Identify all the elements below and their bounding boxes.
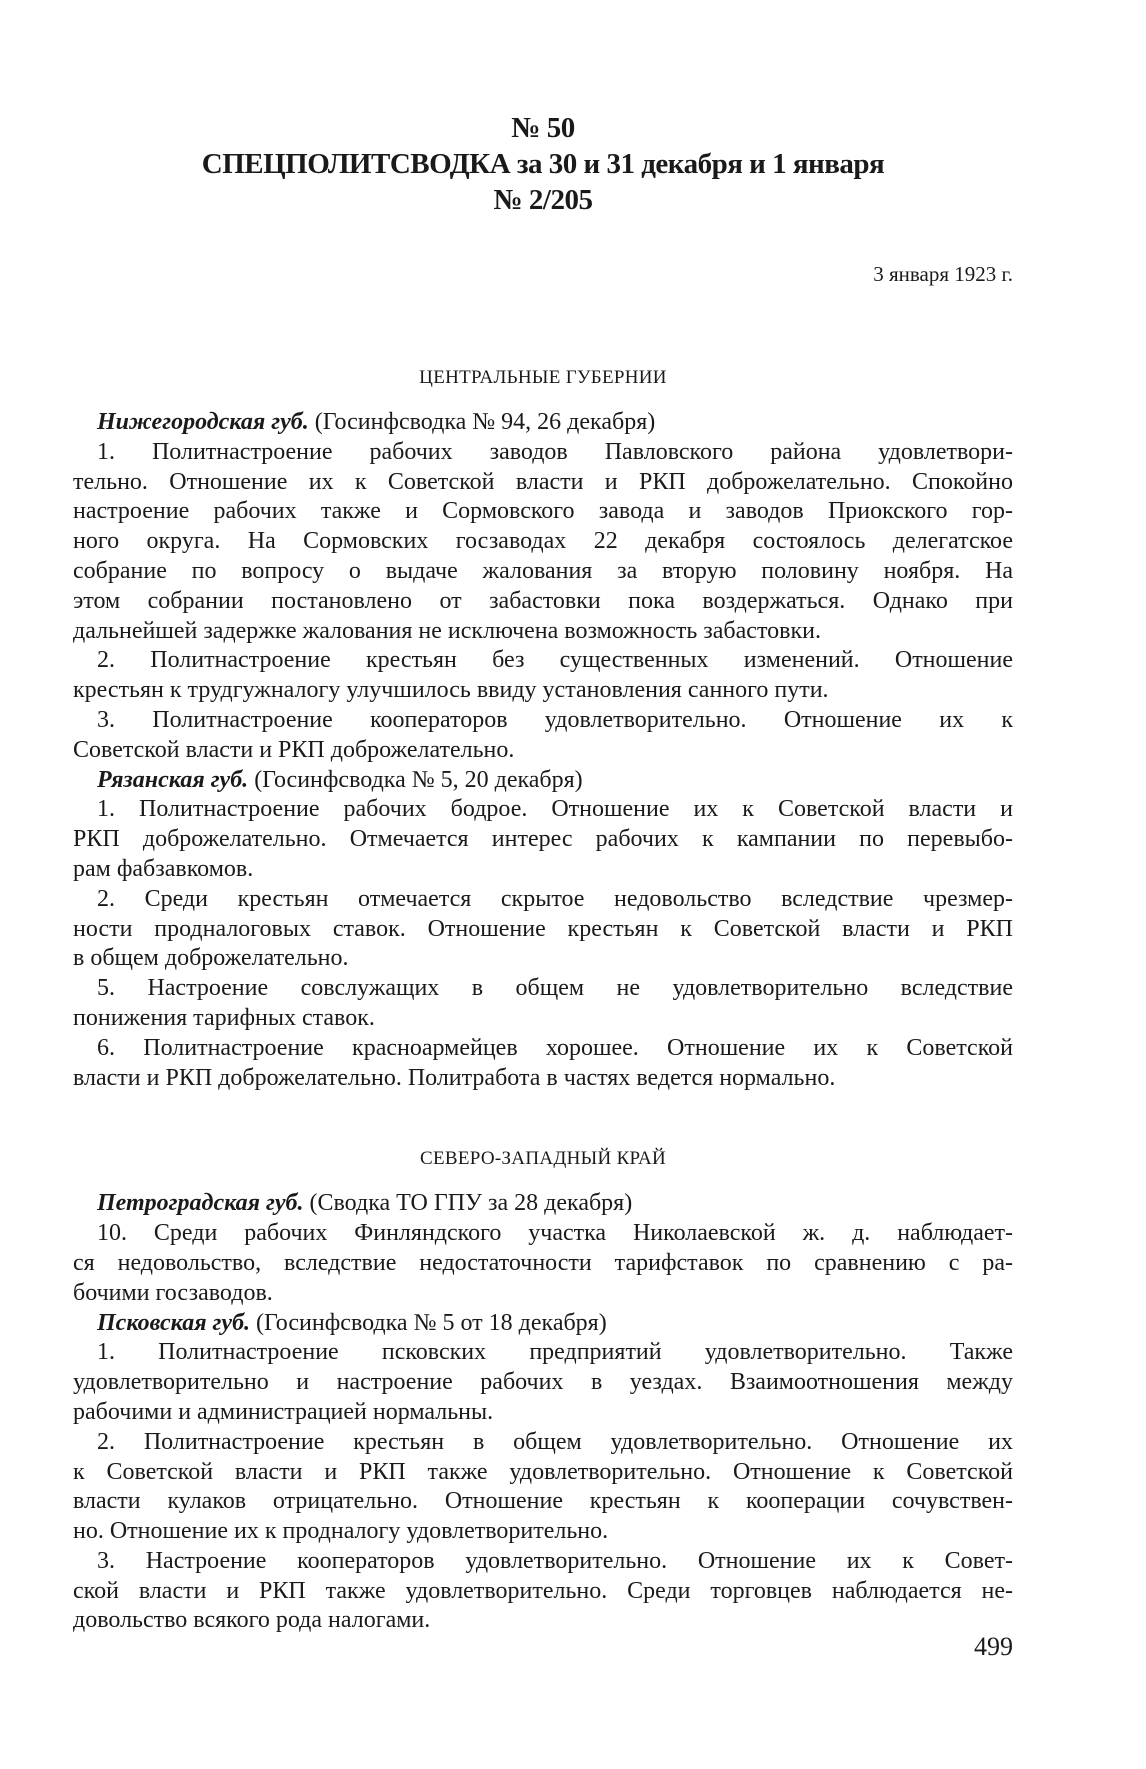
text-line: 2. Политнастроение крестьян без существенных изменений. Отношение bbox=[97, 647, 1013, 674]
text-line: 3. Политнастроение кооператоров удовлетворительно. Отношение их к bbox=[97, 706, 1013, 733]
paragraph bbox=[73, 706, 1013, 766]
region-name: Нижегородская губ. bbox=[97, 409, 309, 435]
paragraph bbox=[73, 795, 1013, 884]
text-line: 2. Среди крестьян отмечается скрытое недовольство вследствие чрезмер- bbox=[97, 885, 1013, 912]
region-name: Псковская губ. bbox=[97, 1309, 251, 1336]
text-line: 6. Политнастроение красноармейцев хорошее. Отношение их к Советской bbox=[97, 1034, 1013, 1061]
paragraph bbox=[73, 1547, 1013, 1636]
text-line: 1. Политнастроение псковских предприятий удовлетворительно. Также bbox=[97, 1339, 1013, 1366]
document-body bbox=[73, 348, 1013, 1636]
text-line: к Советской власти и РКП также удовлетворительно. Отношение к Советской bbox=[73, 1458, 1013, 1485]
text-line: настроение рабочих также и Сормовского завода и заводов Приокского гор- bbox=[73, 498, 1013, 525]
region-heading bbox=[73, 1189, 1013, 1219]
paragraph bbox=[73, 1034, 1013, 1094]
text-line: 10. Среди рабочих Финляндского участка Николаевской ж. д. наблюдает- bbox=[97, 1220, 1013, 1247]
region-source: (Госинфсводка № 94, 26 декабря) bbox=[308, 409, 656, 435]
document-number: № 50 bbox=[511, 112, 575, 144]
text-line: этом собрании постановлено от забастовки пока воздержаться. Однако при bbox=[73, 587, 1013, 614]
text-line: 5. Настроение совслужащих в общем не удовлетворительно вследствие bbox=[97, 975, 1013, 1002]
document-date: 3 января 1923 г. bbox=[873, 262, 1013, 286]
page-number: 499 bbox=[974, 1632, 1013, 1661]
text-line: тельно. Отношение их к Советской власти и РКП доброжелательно. Спокойно bbox=[73, 468, 1013, 495]
text-line: крестьян к трудгужналогу улучшилось ввиду установления санного пути. bbox=[73, 677, 829, 704]
text-line: ности продналоговых ставок. Отношение крестьян к Советской власти и РКП bbox=[73, 915, 1013, 942]
section-heading: ЦЕНТРАЛЬНЫЕ ГУБЕРНИИ bbox=[419, 367, 667, 388]
text-line: 2. Политнастроение крестьян в общем удовлетворительно. Отношение их bbox=[97, 1428, 1013, 1455]
region-name: Петроградская губ. bbox=[97, 1190, 304, 1217]
text-line: понижения тарифных ставок. bbox=[73, 1004, 375, 1031]
paragraph bbox=[73, 646, 1013, 706]
text-line: рабочими и администрацией нормальны. bbox=[73, 1398, 494, 1425]
text-line: но. Отношение их к продналогу удовлетворительно. bbox=[73, 1518, 609, 1545]
document-title: СПЕЦПОЛИТСВОДКА за 30 и 31 декабря и 1 января bbox=[201, 148, 885, 180]
text-line: 1. Политнастроение рабочих заводов Павловского района удовлетвори- bbox=[97, 438, 1013, 465]
text-line: власти кулаков отрицательно. Отношение крестьян к кооперации сочувствен- bbox=[73, 1488, 1013, 1515]
paragraph bbox=[73, 1338, 1013, 1427]
text-line: удовлетворительно и настроение рабочих в уездах. Взаимоотношения между bbox=[73, 1369, 1013, 1396]
region-source: (Госинфсводка № 5, 20 декабря) bbox=[248, 766, 583, 793]
region-heading bbox=[73, 408, 1013, 438]
paragraph bbox=[73, 1428, 1013, 1547]
region-source: (Госинфсводка № 5 от 18 декабря) bbox=[250, 1309, 607, 1336]
text-line: власти и РКП доброжелательно. Политработа в частях ведется нормально. bbox=[73, 1064, 836, 1091]
text-line: 1. Политнастроение рабочих бодрое. Отношение их к Советской власти и bbox=[97, 796, 1013, 823]
text-line: 3. Настроение кооператоров удовлетворительно. Отношение их к Совет- bbox=[97, 1547, 1013, 1574]
text-line: дальнейшей задержке жалования не исключена возможность забастовки. bbox=[73, 617, 821, 644]
text-line: Советской власти и РКП доброжелательно. bbox=[73, 736, 515, 763]
text-line: ся недовольство, вследствие недостаточности тарифставок по сравнению с ра- bbox=[73, 1249, 1013, 1276]
paragraph bbox=[73, 885, 1013, 974]
text-line: РКП доброжелательно. Отмечается интерес рабочих к кампании по перевыбо- bbox=[73, 826, 1013, 853]
text-line: собрание по вопросу о выдаче жалования за вторую половину ноября. На bbox=[73, 557, 1013, 584]
paragraph bbox=[73, 1219, 1013, 1308]
section-gap bbox=[73, 1093, 1013, 1129]
document-subnumber: № 2/205 bbox=[493, 184, 593, 216]
paragraph bbox=[73, 438, 1013, 647]
region-source: (Сводка ТО ГПУ за 28 декабря) bbox=[303, 1190, 633, 1217]
text-line: ного округа. На Сормовских госзаводах 22 декабря состоялось делегатское bbox=[73, 528, 1013, 555]
text-line: ской власти и РКП также удовлетворительно. Среди торговцев наблюдается не- bbox=[73, 1577, 1013, 1604]
section-heading: СЕВЕРО-ЗАПАДНЫЙ КРАЙ bbox=[419, 1148, 667, 1170]
text-line: довольство всякого рода налогами. bbox=[73, 1607, 431, 1634]
region-heading bbox=[73, 1309, 1013, 1339]
text-line: бочими госзаводов. bbox=[73, 1279, 273, 1306]
region-heading bbox=[73, 766, 1013, 796]
text-line: в общем доброжелательно. bbox=[73, 945, 349, 972]
paragraph bbox=[73, 974, 1013, 1034]
region-name: Рязанская губ. bbox=[97, 766, 249, 793]
text-line: рам фабзавкомов. bbox=[73, 855, 254, 882]
